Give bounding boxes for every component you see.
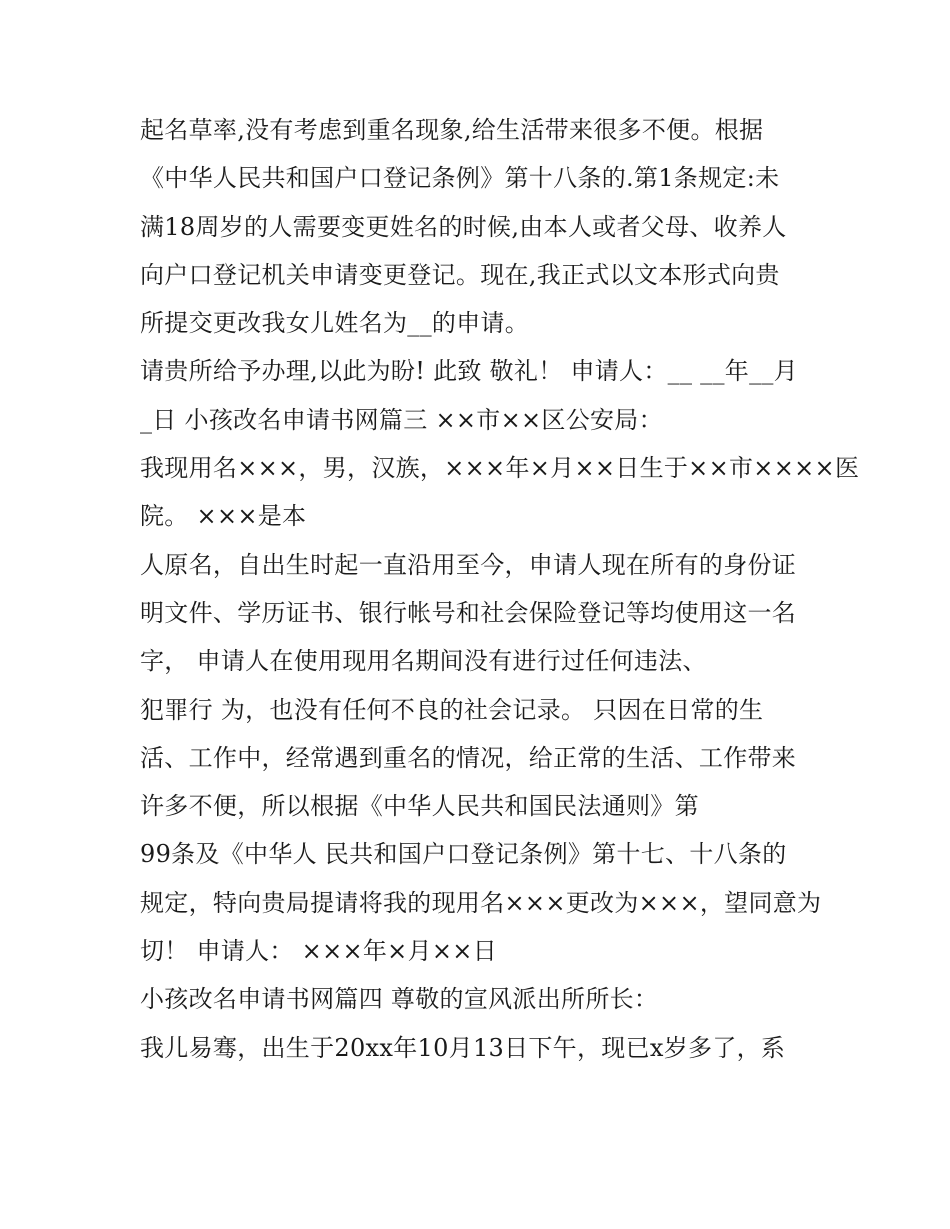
text-line: 我现用名×××，男，汉族，×××年×月××日生于××市××××医 <box>140 454 860 483</box>
text-line: 小孩改名申请书网篇四 尊敬的宣风派出所所长： <box>140 985 659 1014</box>
text-line: 院。 ×××是本 <box>140 502 307 531</box>
text-line: 99条及《中华人 民共和国户口登记条例》第十七、十八条的 <box>140 840 787 869</box>
text-line: 犯罪行 为，也没有任何不良的社会记录。 只因在日常的生 <box>140 695 764 724</box>
text-line: 规定，特向贵局提请将我的现用名×××更改为×××，望同意为 <box>140 888 822 917</box>
text-line: 明文件、学历证书、银行帐号和社会保险登记等均使用这一名 <box>140 598 797 627</box>
text-line: 人原名，自出生时起一直沿用至今，申请人现在所有的身份证 <box>140 550 797 579</box>
text-line: 满18周岁的人需要变更姓名的时候,由本人或者父母、收养人 <box>140 212 787 241</box>
text-line: 活、工作中，经常遇到重名的情况，给正常的生活、工作带来 <box>140 743 797 772</box>
text-line: 许多不便，所以根据《中华人民共和国民法通则》第 <box>140 792 699 821</box>
text-line: 切！ 申请人： ×××年×月××日 <box>140 937 498 966</box>
text-line: 请贵所给予办理,以此为盼! 此致 敬礼！ 申请人：__ __年__月 <box>140 357 798 386</box>
text-line: 我儿易骞，出生于20xx年10月13日下午，现已x岁多了，系 <box>140 1033 786 1062</box>
text-line: 向户口登记机关申请变更登记。现在,我正式以文本形式向贵 <box>140 260 780 289</box>
document-body <box>140 108 860 1074</box>
text-line: 所提交更改我女儿姓名为__的申请。 <box>140 309 530 338</box>
text-line: 字， 申请人在使用现用名期间没有进行过任何违法、 <box>140 647 707 676</box>
text-line: _日 小孩改名申请书网篇三 ××市××区公安局： <box>140 405 663 434</box>
text-line: 起名草率,没有考虑到重名现象,给生活带来很多不便。根据 <box>140 116 764 144</box>
text-line: 《中华人民共和国户口登记条例》第十八条的.第1条规定:未 <box>140 164 780 193</box>
